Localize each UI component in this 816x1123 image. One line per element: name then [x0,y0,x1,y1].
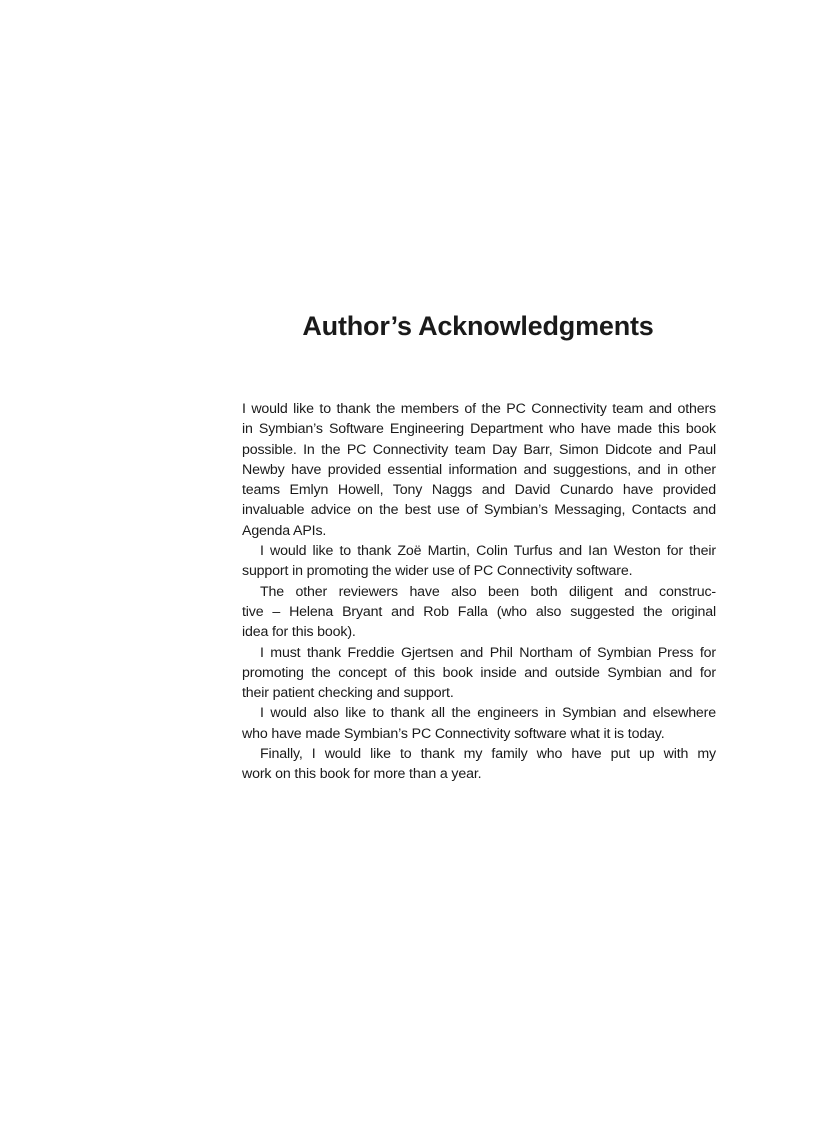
text-line: work on this book for more than a year. [242,766,482,783]
text-line: idea for this book). [242,624,356,641]
text-line: Agenda APIs. [242,522,327,539]
text-line: in Symbian’s Software Engineering Department who have made this book [242,421,716,438]
text-line: who have made Symbian’s PC Connectivity software what it is today. [242,725,665,742]
text-line: Finally, I would like to thank my family who have put up with my [260,746,716,763]
text-line: I would like to thank Zoë Martin, Colin Turfus and Ian Weston for their [260,543,716,560]
text-line: possible. In the PC Connectivity team Day Barr, Simon Didcote and Paul [242,441,716,458]
text-line: teams Emlyn Howell, Tony Naggs and David Cunardo have provided [242,482,716,499]
text-line: Newby have provided essential information and suggestions, and in other [242,461,716,478]
acknowledgments-body [242,399,716,785]
text-line: promoting the concept of this book inside and outside Symbian and for [242,664,716,681]
text-line: I would also like to thank all the engineers in Symbian and elsewhere [260,705,716,722]
text-line: I must thank Freddie Gjertsen and Phil Northam of Symbian Press for [260,644,716,661]
text-line: invaluable advice on the best use of Symbian’s Messaging, Contacts and [242,502,716,519]
text-line: support in promoting the wider use of PC Connectivity software. [242,563,633,580]
page-title: Author’s Acknowledgments [302,311,654,341]
text-line: I would like to thank the members of the PC Connectivity team and others [242,401,716,417]
text-line: tive – Helena Bryant and Rob Falla (who also suggested the original [242,603,716,620]
text-line: their patient checking and support. [242,685,454,702]
text-line: The other reviewers have also been both diligent and construc- [260,583,716,600]
